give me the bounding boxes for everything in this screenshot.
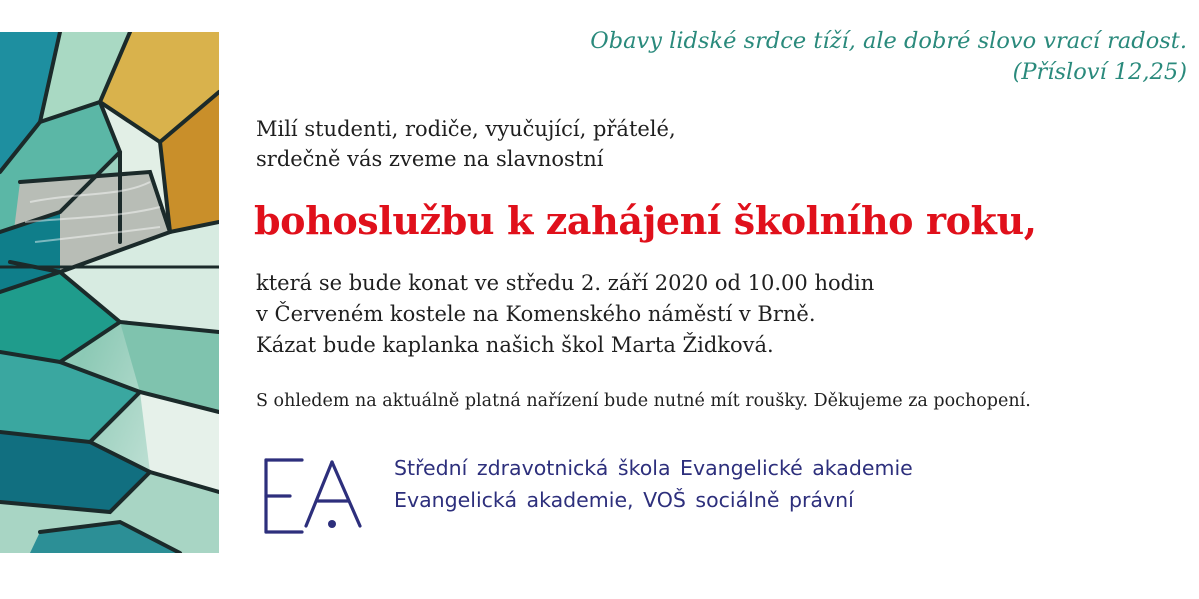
headline-text: bohoslužbu k zahájení školního roku <box>254 198 1024 243</box>
details-line-3: Kázat bude kaplanka našich škol Marta Židková. <box>256 333 774 357</box>
quote-text: Obavy lidské srdce tíží, ale dobré slovo vrací radost. <box>590 28 1187 54</box>
greeting-line-1: Milí studenti, rodiče, vyučující, přátelé, <box>256 117 676 141</box>
details-line-2: v Červeném kostele na Komenského náměstí v Brně. <box>256 302 816 326</box>
stained-glass-image <box>0 32 219 553</box>
school-line-2: Evangelická akademie, VOŠ sociálně právní <box>394 488 854 512</box>
headline <box>254 196 1037 246</box>
greeting-line-2: srdečně vás zveme na slavnostní <box>256 147 604 171</box>
event-details <box>256 268 874 361</box>
quote-reference: (Přísloví 12,25) <box>1012 59 1187 85</box>
greeting <box>256 114 676 174</box>
details-line-1: která se bude konat ve středu 2. září 2020 od 10.00 hodin <box>256 271 875 295</box>
ea-logo-icon <box>262 456 364 538</box>
school-line-1: Střední zdravotnická škola Evangelické akademie <box>394 456 913 480</box>
school-name <box>394 452 913 516</box>
headline-comma: , <box>1023 198 1037 243</box>
bible-quote <box>590 26 1187 88</box>
mask-notice: S ohledem na aktuálně platná nařízení bude nutné mít roušky. Děkujeme za pochopení. <box>256 391 1031 411</box>
